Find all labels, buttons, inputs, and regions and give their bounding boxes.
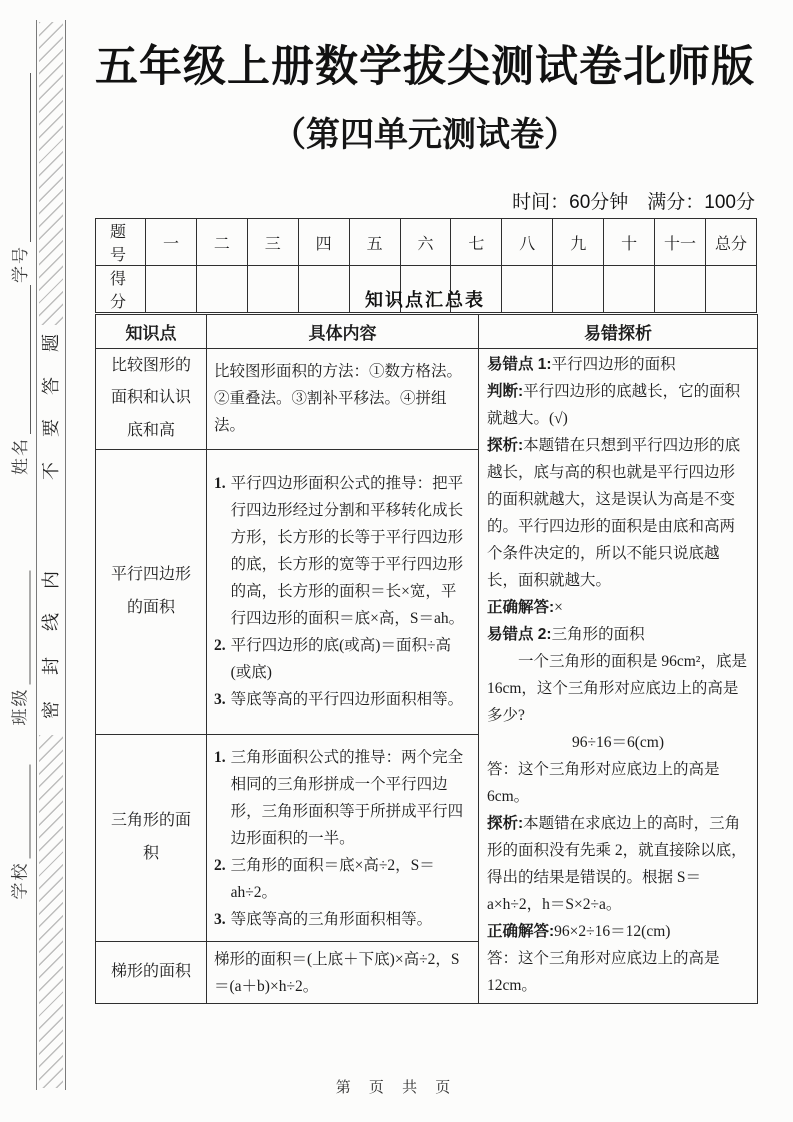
item-number: 2. [214,637,226,655]
correct-answer-2-label: 正确解答: [487,923,555,940]
school-blank-line [26,765,31,859]
item-text: 等底等高的三角形面积相等。 [230,910,433,928]
item-number: 2. [214,856,226,874]
hatch-pattern-bottom [39,735,63,1088]
score-col-9: 九 [553,219,604,266]
score-col-5: 五 [349,219,400,266]
seal-char: 要 [41,419,61,437]
score-col-1: 一 [146,219,197,266]
analysis-2-text: 本题错在求底边上的高时，三角形的面积没有先乘 2，就直接除以底，得出的结果是错误的。根据 S＝a×h÷2，h＝S×2÷a。 [487,815,747,913]
score-col-10: 十 [604,219,655,266]
seal-char: 封 [41,657,61,675]
header-knowledge-point: 知识点 [96,315,207,349]
item-text: 平行四边形的底(或高)＝面积÷高(或底) [230,637,451,682]
content-4 [207,942,479,1004]
analysis-2-label: 探析: [487,815,524,832]
list-item [214,852,471,906]
analysis-block [487,918,749,945]
score-col-6: 六 [400,219,451,266]
item-number: 3. [214,691,226,709]
summary-table-title: 知识点汇总表 [365,290,485,310]
school-field [9,765,31,900]
list-item [214,632,471,686]
analysis-block [487,378,749,432]
summary-header-row [96,315,758,349]
name-field [9,285,31,475]
score-col-8: 八 [502,219,553,266]
content-2 [207,449,479,734]
list-item [214,686,471,713]
item-number: 1. [214,748,226,766]
content-3 [207,734,479,941]
score-col-total: 总分 [705,219,756,266]
score-col-7: 七 [451,219,502,266]
error-point-1-label: 易错点 1: [487,356,552,373]
answer-text-1: 答：这个三角形对应底边上的高是 6cm。 [487,761,720,805]
hatch-pattern-top [39,22,63,325]
judge-label: 判断: [487,383,524,400]
error-analysis-cell [479,349,758,1004]
analysis-1-label: 探析: [487,437,524,454]
content-1 [207,349,479,450]
knowledge-point-1: 比较图形的面积和认识底和高 [96,349,207,450]
seal-char: 不 [41,462,61,480]
correct-answer-1-label: 正确解答: [487,599,555,616]
content-paragraph: 梯形的面积＝(上底＋下底)×高÷2，S＝(a＋b)×h÷2。 [214,950,460,995]
question-number-label: 题 号 [96,219,146,266]
list-item [214,744,471,852]
seal-char: 内 [41,571,61,589]
analysis-block [487,621,749,648]
error-point-1-text: 平行四边形的面积 [551,356,676,373]
analysis-block [487,351,749,378]
page-subtitle: （第四单元测试卷） [272,116,578,154]
content-paragraph: 比较图形面积的方法：①数方格法。②重叠法。③割补平移法。④拼组法。 [214,363,463,435]
item-text: 平行四边形面积公式的推导：把平行四边形经过分割和平移转化成长方形，长方形的长等于平行四边形的底，长方形的宽等于平行四边形的高，长方形的面积＝长×宽，平行四边形的面积＝底×高，S＝ah。 [230,475,465,628]
analysis-block [487,594,749,621]
knowledge-summary-table [95,314,758,1004]
time-and-score-info: 时间：60分钟 满分：100分 [512,192,755,213]
student-id-field [9,73,31,283]
score-col-3: 三 [247,219,298,266]
knowledge-point-4: 梯形的面积 [96,942,207,1004]
class-field [9,571,31,726]
item-text: 三角形的面积＝底×高÷2，S＝ah÷2。 [230,856,435,901]
class-label: 班级 [10,687,30,726]
score-col-11: 十一 [655,219,706,266]
student-id-blank-line [26,73,31,242]
judge-text: 平行四边形的底越长，它的面积就越大。(√) [487,383,741,427]
header-content: 具体内容 [207,315,479,349]
score-label: 得 分 [96,266,146,313]
header-error-analysis: 易错探析 [479,315,758,349]
error-point-2-text: 三角形的面积 [551,626,645,643]
list-item [214,470,471,632]
error-point-2-label: 易错点 2: [487,626,552,643]
class-blank-line [26,571,31,685]
answer-text-2: 答：这个三角形对应底边上的高是 12cm。 [487,950,720,994]
item-text: 三角形面积公式的推导：两个完全相同的三角形拼成一个平行四边形，三角形面积等于所拼成平行四边形面积的一半。 [230,748,464,847]
score-col-2: 二 [196,219,247,266]
correct-answer-1-text: × [554,599,563,616]
seal-char: 线 [41,613,61,631]
name-blank-line [26,285,31,434]
equation-text: 96÷16＝6(cm) [571,734,665,751]
page-footer: 第 页 共 页 [335,1079,458,1096]
name-label: 姓名 [11,437,30,475]
knowledge-point-3: 三角形的面积 [96,734,207,941]
score-col-4: 四 [298,219,349,266]
seal-char: 答 [41,377,61,395]
item-text: 等底等高的平行四边形面积相等。 [230,691,464,709]
correct-answer-2-text: 96×2÷16＝12(cm) [554,923,671,940]
seal-char: 题 [41,334,61,352]
knowledge-point-2: 平行四边形的面积 [96,449,207,734]
table-row [96,349,758,450]
analysis-1-text: 本题错在只想到平行四边形的底越长，底与高的积也就是平行四边形的面积就越大，这是误认为高是不变的。平行四边形的面积是由底和高两个条件决定的，所以不能只说底越长，面积就越大。 [487,437,741,589]
analysis-block [487,432,749,594]
list-item [214,906,471,933]
item-number: 1. [214,475,226,493]
question-text: 一个三角形的面积是 96cm²，底是 16cm，这个三角形对应底边上的高是多少? [487,653,747,724]
seal-line-strip [36,20,66,1090]
school-label: 学校 [10,861,30,900]
analysis-block [487,810,749,918]
seal-char: 密 [41,701,61,719]
item-number: 3. [214,910,226,928]
page-title: 五年级上册数学拔尖测试卷北师版 [95,43,755,91]
score-header-row [96,219,757,266]
student-id-label: 学号 [11,245,30,283]
